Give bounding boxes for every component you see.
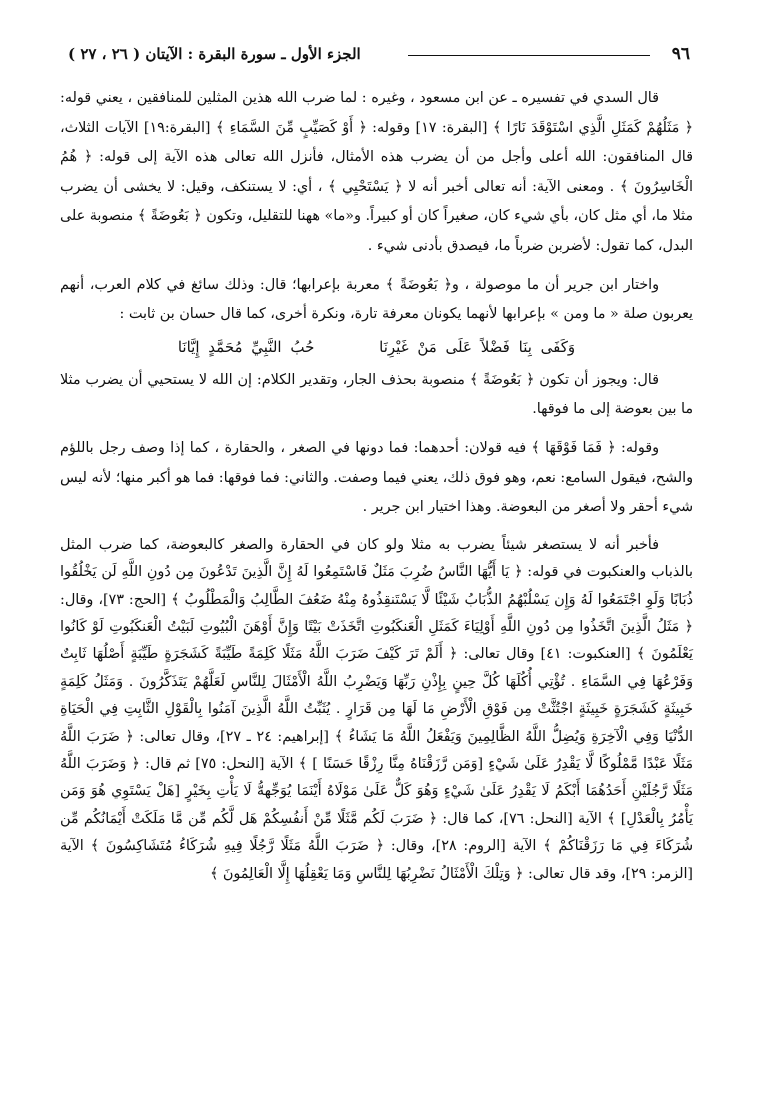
paragraph-2: واختار ابن جرير أن ما موصولة ، و﴿ بَعُوضَةً ﴾ معربة بإعرابها؛ قال: وذلك سائغ في كلام العرب، أنهم يعربون صلة « ما ومن » بإعرابها لأنهما يكونان معرفة تارة، ونكرة أخرى، كما قال حسان بن ثابت : — [60, 276, 693, 323]
page-number: ٩٦ — [671, 44, 690, 64]
paragraph-1: قال السدي في تفسيره ـ عن ابن مسعود ، وغيره : لما ضرب الله هذين المثلين للمنافقين ، يعني قوله: ﴿ مَثَلُهُمْ كَمَثَلِ الَّذِي اسْتَوْقَدَ نَارًا ﴾ [البقرة: ١٧] وقوله: ﴿ أَوْ كَصَيِّبٍ مِّنَ السَّمَاءِ ﴾ [البقرة:١٩] الآيات الثلاث، قال المنافقون: الله أعلى وأجل من أن يضرب هذه الأمثال، فأنزل الله تعالى هذه الآية إلى قوله: ﴿ هُمُ الْخَاسِرُونَ ﴾ . ومعنى الآية: أنه تعالى أخبر أنه لا ﴿ يَسْتَحْيِي ﴾ ، أي: لا يستنكف، وقيل: لا يخشى أن يضرب مثلا ما، أي مثل كان، بأي شيء كان، صغيراً كان أو كبيراً. و«ما» ههنا للتقليل، وتكون ﴿ بَعُوضَةً ﴾ منصوبة على البدل، كما تقول: لأضربن ضرباً ما، فيصدق بأدنى شيء . — [60, 90, 694, 254]
verse-hemistich-2: حُبُ النَّبِيِّ مُحَمَّدٍ إِيَّانَا — [177, 337, 315, 356]
verse-hemistich-1: وَكَفَى بِنَا فَضْلاً عَلَى مَنْ غَيْرِنَا — [379, 337, 576, 356]
running-title: الجزء الأول ـ سورة البقرة : الآيتان ( ٢٦ ، ٢٧ ) — [68, 45, 361, 63]
paragraph-4: وقوله: ﴿ فَمَا فَوْقَهَا ﴾ فيه قولان: أحدهما: فما دونها في الصغر ، والحقارة ، كما إذا وصف رجل باللؤم والشح، فيقول السامع: نعم، وهو فوق ذلك، يعني فيما وصفت. والثاني: فما فوقها: فما هو أكبر منها؛ لأنه ليس شيء أحقر ولا أصغر من البعوضة. وهذا اختيار ابن جرير . — [60, 439, 693, 516]
body-text — [60, 84, 693, 888]
poetry-verse — [60, 334, 693, 360]
header-rule — [408, 55, 650, 56]
page-header — [68, 38, 690, 72]
paragraph-3: قال: ويجوز أن تكون ﴿ بَعُوضَةً ﴾ منصوبة بحذف الجار، وتقدير الكلام: إن الله لا يستحيي أن يضرب مثلا ما بين بعوضة إلى ما فوقها. — [60, 371, 693, 418]
paragraph-5: فأخبر أنه لا يستصغر شيئاً يضرب به مثلا ولو كان في الحقارة والصغر كالبعوضة، كما ضرب المثل بالذباب والعنكبوت في قوله: ﴿ يَا أَيُّهَا النَّاسُ ضُرِبَ مَثَلٌ فَاسْتَمِعُوا لَهُ إِنَّ الَّذِينَ تَدْعُونَ مِن دُونِ اللَّهِ لَن يَخْلُقُوا ذُبَابًا وَلَوِ اجْتَمَعُوا لَهُ وَإِن يَسْلُبْهُمُ الذُّبَابُ شَيْئًا لَّا يَسْتَنقِذُوهُ مِنْهُ ضَعُفَ الطَّالِبُ وَالْمَطْلُوبُ ﴾ [الحج: ٧٣]، وقال: ﴿ مَثَلُ الَّذِينَ اتَّخَذُوا مِن دُونِ اللَّهِ أَوْلِيَاءَ كَمَثَلِ الْعَنكَبُوتِ اتَّخَذَتْ بَيْتًا وَإِنَّ أَوْهَنَ الْبُيُوتِ لَبَيْتُ الْعَنكَبُوتِ لَوْ كَانُوا يَعْلَمُونَ ﴾ [العنكبوت: ٤١] وقال تعالى: ﴿ أَلَمْ تَرَ كَيْفَ ضَرَبَ اللَّهُ مَثَلًا كَلِمَةً طَيِّبَةً كَشَجَرَةٍ طَيِّبَةٍ أَصْلُهَا ثَابِتٌ وَفَرْعُهَا فِي السَّمَاءِ . تُؤْتِي أُكُلَهَا كُلَّ حِينٍ بِإِذْنِ رَبِّهَا وَيَضْرِبُ اللَّهُ الْأَمْثَالَ لِلنَّاسِ لَعَلَّهُمْ يَتَذَكَّرُونَ . وَمَثَلُ كَلِمَةٍ خَبِيثَةٍ كَشَجَرَةٍ خَبِيثَةٍ اجْتُثَّتْ مِن فَوْقِ الْأَرْضِ مَا لَهَا مِن قَرَارٍ . يُثَبِّتُ اللَّهُ الَّذِينَ آمَنُوا بِالْقَوْلِ الثَّابِتِ فِي الْحَيَاةِ الدُّنْيَا وَفِي الْآخِرَةِ وَيُضِلُّ اللَّهُ الظَّالِمِينَ وَيَفْعَلُ اللَّهُ مَا يَشَاءُ ﴾ [إبراهيم: ٢٤ ـ ٢٧]، وقال تعالى: ﴿ ضَرَبَ اللَّهُ مَثَلًا عَبْدًا مَّمْلُوكًا لَّا يَقْدِرُ عَلَىٰ شَيْءٍ [وَمَن رَّزَقْنَاهُ مِنَّا رِزْقًا حَسَنًا ] ﴾ الآية [النحل: ٧٥] ثم قال: ﴿ وَضَرَبَ اللَّهُ مَثَلًا رَّجُلَيْنِ أَحَدُهُمَا أَبْكَمُ لَا يَقْدِرُ عَلَىٰ شَيْءٍ وَهُوَ كَلٌّ عَلَىٰ مَوْلَاهُ أَيْنَمَا يُوَجِّههُّ لَا يَأْتِ بِخَيْرٍ [هَلْ يَسْتَوِي هُوَ وَمَن يَأْمُرُ بِالْعَدْلِ] ﴾ الآية [النحل: ٧٦]، كما قال: ﴿ ضَرَبَ لَكُم مَّثَلًا مِّنْ أَنفُسِكُمْ هَل لَّكُم مِّن مَّا مَلَكَتْ أَيْمَانُكُم مِّن شُرَكَاءَ فِي مَا رَزَقْنَاكُمْ ﴾ الآية [الروم: ٢٨]، وقال: ﴿ ضَرَبَ اللَّهُ مَثَلًا رَّجُلًا فِيهِ شُرَكَاءُ مُتَشَاكِسُونَ ﴾ الآية [الزمر: ٢٩]، وقد قال تعالى: ﴿ وَتِلْكَ الْأَمْثَالُ نَضْرِبُهَا لِلنَّاسِ وَمَا يَعْقِلُهَا إِلَّا الْعَالِمُونَ ﴾ — [60, 536, 693, 882]
